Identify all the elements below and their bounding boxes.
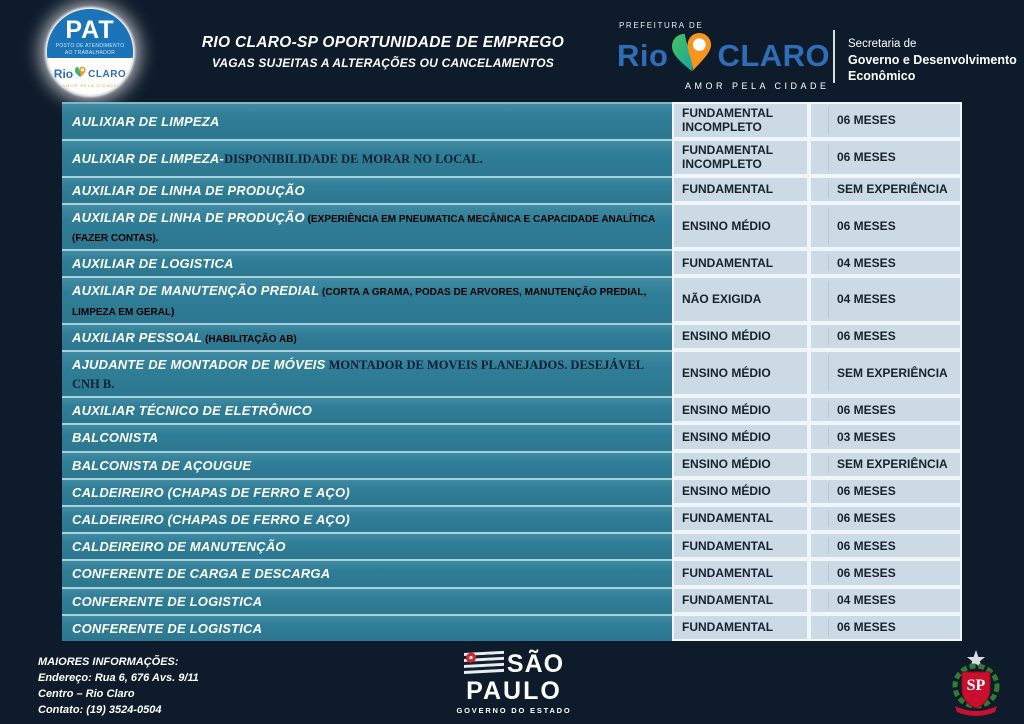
education-value: FUNDAMENTAL — [682, 255, 774, 270]
education-value: FUNDAMENTAL — [682, 538, 774, 553]
experience-cell — [809, 478, 962, 505]
education-cell — [672, 532, 809, 559]
sp-flag-icon — [464, 649, 504, 680]
table-row — [62, 451, 962, 478]
job-title-cell — [62, 614, 672, 641]
job-title-cell — [62, 451, 672, 478]
job-title: CONFERENTE DE CARGA E DESCARGA — [72, 566, 331, 582]
contact-district: Centro – Rio Claro — [38, 687, 135, 700]
experience-cell — [809, 323, 962, 350]
education-cell — [672, 276, 809, 322]
job-title: CONFERENTE DE LOGISTICA — [72, 593, 263, 609]
job-note: (EXPERIÊNCIA EM PNEUMATICA MECÂNICA E CAPACIDADE ANALÍTICA (FAZER CONTAS). — [72, 213, 655, 244]
header-title-block — [183, 34, 583, 70]
pat-mini-rio: Rio — [53, 67, 74, 81]
sp-logo-caption: GOVERNO DO ESTADO — [456, 705, 572, 715]
wordmark-rio: Rio — [617, 37, 669, 73]
table-row — [62, 478, 962, 505]
education-value: FUNDAMENTAL — [682, 592, 774, 607]
job-title: AUXILIAR PESSOAL — [72, 329, 203, 345]
job-title-cell — [62, 559, 672, 586]
job-title-cell — [62, 176, 672, 203]
education-value: ENSINO MÉDIO — [682, 484, 771, 499]
experience-value: SEM EXPERIÊNCIA — [837, 365, 948, 380]
job-title-cell — [62, 350, 672, 396]
education-cell — [672, 139, 809, 176]
experience-value: 06 MESES — [837, 113, 896, 128]
job-title-cell — [62, 249, 672, 276]
job-title-cell — [62, 587, 672, 614]
education-cell — [672, 505, 809, 532]
job-note: (CORTA A GRAMA, PODAS DE ARVORES, MANUTENÇÃO PREDIAL, LIMPEZA EM GERAL) — [72, 287, 647, 318]
education-value: ENSINO MÉDIO — [682, 457, 771, 472]
education-value: FUNDAMENTAL — [682, 181, 774, 196]
education-cell — [672, 323, 809, 350]
education-value: FUNDAMENTAL — [682, 511, 774, 526]
education-cell — [672, 587, 809, 614]
education-cell — [672, 102, 809, 139]
pat-mini-tagline: AMOR PELA CIDADE — [62, 83, 118, 88]
experience-cell — [809, 350, 962, 396]
experience-cell — [809, 614, 962, 641]
contact-address: Endereço: Rua 6, 676 Avs. 9/11 — [38, 671, 199, 684]
table-row — [62, 139, 962, 176]
table-row — [62, 249, 962, 276]
job-title-cell — [62, 532, 672, 559]
contact-info-title: MAIORES INFORMAÇÕES: — [38, 656, 179, 668]
experience-cell — [809, 451, 962, 478]
pat-subtitle-line2: AO TRABALHADOR — [64, 49, 116, 56]
job-title-cell — [62, 505, 672, 532]
job-title-cell — [62, 139, 672, 176]
pat-logo — [47, 9, 133, 95]
pat-acronym: PAT — [65, 16, 115, 44]
heart-pin-icon — [669, 31, 716, 79]
experience-cell — [809, 102, 962, 139]
experience-value: 06 MESES — [837, 538, 896, 553]
job-title: AUXILIAR DE LINHA DE PRODUÇÃO — [72, 182, 305, 198]
job-title-cell — [62, 203, 672, 249]
job-title-cell — [62, 396, 672, 423]
job-title: CONFERENTE DE LOGISTICA — [72, 620, 263, 636]
job-title: CALDEIREIRO DE MANUTENÇÃO — [72, 539, 286, 555]
education-cell — [672, 478, 809, 505]
sp-coat-of-arms — [947, 648, 1005, 723]
experience-cell — [809, 423, 962, 450]
job-title-cell — [62, 423, 672, 450]
job-title: CALDEIREIRO (CHAPAS DE FERRO E AÇO) — [72, 512, 350, 527]
experience-value: 04 MESES — [837, 592, 896, 607]
table-row — [62, 203, 962, 249]
education-cell — [672, 559, 809, 586]
secretaria-line3: Econômico — [848, 69, 916, 84]
education-value: FUNDAMENTAL INCOMPLETO — [682, 142, 773, 172]
prefeitura-kicker: PREFEITURA DE — [619, 21, 704, 30]
experience-cell — [809, 532, 962, 559]
experience-cell — [809, 505, 962, 532]
education-value: FUNDAMENTAL — [682, 620, 774, 635]
experience-value: 06 MESES — [837, 511, 896, 526]
education-value: ENSINO MÉDIO — [682, 402, 771, 417]
education-cell — [672, 249, 809, 276]
page-title: RIO CLARO-SP OPORTUNIDADE DE EMPREGO — [201, 34, 565, 51]
experience-cell — [809, 139, 962, 176]
table-row — [62, 276, 962, 322]
page-subtitle: VAGAS SUJEITAS A ALTERAÇÕES OU CANCELAMENTOS — [212, 56, 554, 70]
experience-value: 06 MESES — [837, 329, 896, 344]
education-cell — [672, 203, 809, 249]
education-value: FUNDAMENTAL INCOMPLETO — [682, 106, 773, 135]
secretaria-line2: Governo e Desenvolvimento — [848, 52, 1017, 67]
experience-value: 04 MESES — [837, 292, 896, 307]
experience-value: SEM EXPERIÊNCIA — [837, 457, 948, 472]
experience-value: 06 MESES — [837, 402, 896, 417]
job-note: MONTADOR DE MOVEIS PLANEJADOS. DESEJÁVEL CNH B. — [72, 357, 644, 392]
table-row — [62, 559, 962, 586]
heart-pin-icon — [74, 65, 87, 83]
svg-text:SP: SP — [966, 677, 986, 694]
education-value: ENSINO MÉDIO — [682, 329, 771, 344]
jobs-table — [62, 102, 962, 641]
experience-cell — [809, 559, 962, 586]
education-cell — [672, 614, 809, 641]
job-title: AUXILIAR DE MANUTENÇÃO PREDIAL — [72, 283, 320, 299]
experience-cell — [809, 587, 962, 614]
rio-claro-logo — [617, 21, 830, 91]
table-row — [62, 423, 962, 450]
job-note: (HABILITAÇÃO AB) — [202, 333, 297, 345]
table-row — [62, 532, 962, 559]
secretaria-block — [848, 37, 1017, 84]
education-cell — [672, 451, 809, 478]
table-row — [62, 396, 962, 423]
table-row — [62, 102, 962, 139]
rio-claro-wordmark — [617, 31, 830, 79]
wordmark-claro: CLARO — [717, 37, 831, 73]
table-row — [62, 323, 962, 350]
job-title: AUXILIAR DE LINHA DE PRODUÇÃO — [72, 209, 305, 225]
table-row — [62, 505, 962, 532]
contact-info-block — [38, 655, 199, 719]
experience-cell — [809, 276, 962, 322]
job-title: AUXILIAR TÉCNICO DE ELETRÔNICO — [72, 403, 313, 419]
experience-cell — [809, 396, 962, 423]
pat-mini-claro: CLARO — [88, 68, 127, 80]
secretaria-line1: Secretaria de — [848, 38, 917, 50]
education-cell — [672, 350, 809, 396]
sao-paulo-government-logo — [446, 649, 582, 715]
education-cell — [672, 396, 809, 423]
job-title-cell — [62, 102, 672, 139]
job-title: BALCONISTA DE AÇOUGUE — [72, 457, 252, 473]
job-title: AULIXIAR DE LIMPEZA- — [72, 150, 225, 166]
experience-value: 04 MESES — [837, 255, 896, 270]
experience-value: 06 MESES — [837, 149, 896, 164]
job-title-cell — [62, 478, 672, 505]
education-value: FUNDAMENTAL — [682, 565, 774, 580]
experience-value: 06 MESES — [837, 484, 896, 499]
job-title: AUXILIAR DE LOGISTICA — [72, 256, 234, 272]
header-divider — [833, 30, 835, 83]
experience-value: 06 MESES — [837, 565, 896, 580]
education-value: ENSINO MÉDIO — [682, 365, 771, 380]
table-row — [62, 614, 962, 641]
job-title: AULIXIAR DE LIMPEZA — [72, 113, 220, 129]
job-title: CALDEIREIRO (CHAPAS DE FERRO E AÇO) — [72, 484, 350, 500]
rio-claro-tagline: AMOR PELA CIDADE — [685, 81, 830, 91]
pat-subtitle-line1: POSTO DE ATENDIMENTO — [55, 43, 125, 49]
experience-value: 06 MESES — [837, 218, 896, 233]
job-title: BALCONISTA — [72, 430, 159, 446]
contact-phone: Contato: (19) 3524-0504 — [38, 703, 162, 716]
experience-value: 03 MESES — [837, 429, 896, 444]
table-row — [62, 176, 962, 203]
experience-value: 06 MESES — [837, 620, 896, 635]
experience-value: SEM EXPERIÊNCIA — [837, 181, 948, 196]
job-title: AJUDANTE DE MONTADOR DE MÓVEIS — [72, 356, 326, 372]
education-value: ENSINO MÉDIO — [682, 218, 771, 233]
table-row — [62, 587, 962, 614]
job-note: DISPONIBILIDADE DE MORAR NO LOCAL. — [224, 151, 483, 166]
experience-cell — [809, 203, 962, 249]
experience-cell — [809, 176, 962, 203]
experience-cell — [809, 249, 962, 276]
education-value: NÃO EXIGIDA — [682, 292, 762, 307]
job-title-cell — [62, 276, 672, 322]
pat-mini-rio-claro-logo — [47, 65, 133, 83]
job-title-cell — [62, 323, 672, 350]
sp-logo-paulo: PAULO — [466, 677, 562, 705]
education-value: ENSINO MÉDIO — [682, 429, 771, 444]
education-cell — [672, 423, 809, 450]
table-row — [62, 350, 962, 396]
education-cell — [672, 176, 809, 203]
sp-logo-sao: SÃO — [506, 650, 565, 678]
